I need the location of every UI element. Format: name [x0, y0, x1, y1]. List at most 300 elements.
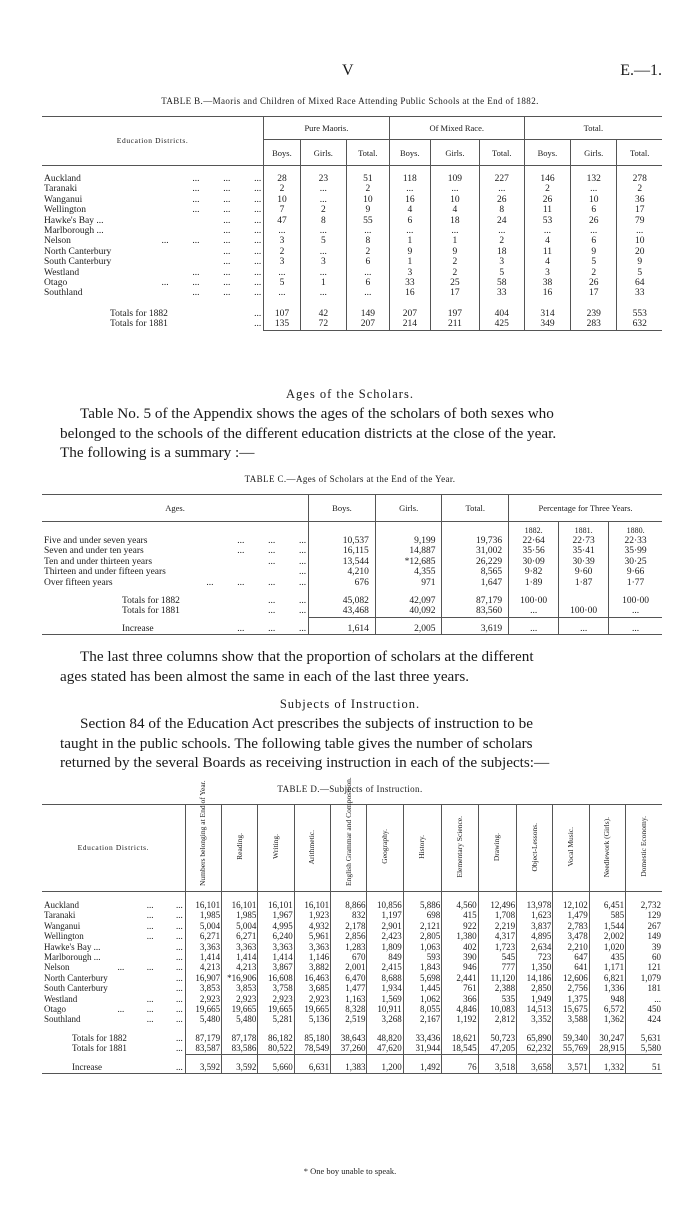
table-cell: 267 [626, 921, 662, 931]
table-cell: 3,592 [185, 1062, 221, 1073]
table-cell: ... [509, 624, 559, 635]
table-cell: ... [571, 184, 617, 194]
totals-label-text: Totals for 1881 [72, 1043, 127, 1054]
leader-dots: ... ... [268, 596, 307, 607]
table-cell: 42,097 [375, 596, 442, 606]
district-label: Auckland [44, 174, 81, 184]
table-cell: 47,205 [478, 1043, 516, 1054]
table-cell: 9·82 [509, 567, 559, 577]
increase-row [42, 1062, 662, 1073]
table-cell: 64 [617, 278, 662, 288]
table-cell: 8 [479, 205, 524, 215]
table-cell: ... [264, 288, 301, 298]
district-label: Southland [44, 288, 83, 299]
table-cell: 2,210 [553, 942, 589, 952]
table-cell: 58 [479, 278, 524, 288]
district-name [42, 205, 264, 215]
leader-dots: ... ... [146, 900, 183, 910]
district-label: Auckland [44, 900, 79, 910]
table-cell: 181 [626, 983, 662, 993]
table-cell: 3,837 [517, 921, 553, 931]
table-cell: ... [300, 184, 346, 194]
table-cell: 1,647 [442, 578, 509, 588]
table-cell: 207 [389, 309, 430, 319]
column-header-districts: Education Districts. [42, 117, 264, 166]
table-cell: 3 [300, 257, 346, 267]
table-cell: 2,441 [442, 973, 478, 983]
table-cell: 4 [389, 205, 430, 215]
table-cell: 23 [300, 174, 346, 184]
table-cell: 51 [347, 174, 390, 184]
table-cell: 3,363 [222, 942, 258, 952]
table-cell: ... [431, 226, 480, 236]
column-header-districts: Education Districts. [42, 805, 185, 892]
table-cell: 16,907 [185, 973, 221, 983]
subheader-total: Total. [347, 140, 390, 166]
table-cell: 8,328 [331, 1004, 367, 1014]
table-cell: 2,923 [185, 994, 221, 1004]
table-cell: 1·87 [559, 578, 609, 588]
leader-dots: ... [175, 941, 183, 952]
subject-column-header [517, 805, 553, 892]
district-name [42, 973, 185, 983]
table-cell: 1·77 [609, 578, 662, 588]
table-cell: ... [609, 606, 662, 617]
table-cell: 5,580 [626, 1043, 662, 1054]
table-cell: 80,522 [258, 1043, 294, 1054]
table-cell: 18,621 [442, 1033, 478, 1043]
table-cell: 22·73 [559, 536, 609, 546]
table-cell: 4 [524, 257, 570, 267]
table-cell: 2,783 [553, 921, 589, 931]
table-cell: 5,961 [294, 931, 330, 941]
table-cell: 10,856 [367, 900, 403, 910]
subjects-heading: Subjects of Instruction. [279, 697, 421, 711]
district-label: Marlborough ... [44, 952, 101, 963]
table-cell: 1,544 [589, 921, 625, 931]
table-cell: 26 [571, 278, 617, 288]
table-cell: 9·60 [559, 567, 609, 577]
table-cell: 8,565 [442, 567, 509, 577]
subject-column-header [442, 805, 478, 892]
table-cell: 33 [617, 288, 662, 298]
totals-label-text: Totals for 1881 [122, 606, 180, 617]
table-cell: 2 [347, 247, 390, 257]
table-cell: 5 [264, 278, 301, 288]
leader-dots: ... [175, 1043, 183, 1054]
table-cell: 83,586 [222, 1043, 258, 1054]
table-row [42, 195, 662, 205]
table-cell: 3,363 [294, 942, 330, 952]
table-cell: 83,587 [185, 1043, 221, 1054]
table-cell: 948 [589, 994, 625, 1004]
table-cell: 450 [626, 1004, 662, 1014]
table-cell [559, 596, 609, 606]
table-cell: 1,383 [331, 1062, 367, 1073]
table-row [42, 278, 662, 288]
table-cell: 1,062 [403, 994, 441, 1004]
totals-label-text: Totals for 1882 [122, 596, 180, 607]
table-cell: 33 [389, 278, 430, 288]
paragraph-line: The following is a summary :— [60, 444, 255, 461]
table-cell: 9·66 [609, 567, 662, 577]
table-cell: ... [509, 606, 559, 617]
table-cell: 8,688 [367, 973, 403, 983]
table-cell: ... [524, 226, 570, 236]
table-cell: 1,336 [589, 983, 625, 993]
leader-dots: ... ... [146, 993, 183, 1004]
table-cell: 5 [617, 268, 662, 278]
table-cell: 22·33 [609, 536, 662, 546]
table-cell: 2,415 [367, 962, 403, 972]
table-cell: 5,281 [258, 1014, 294, 1024]
table-cell: 11 [524, 247, 570, 257]
table-cell: 4,213 [222, 962, 258, 972]
totals-label-text: Totals for 1882 [72, 1032, 127, 1043]
table-cell: 1 [389, 236, 430, 246]
table-cell: 30·39 [559, 557, 609, 567]
leader-dots: ... ... [268, 606, 307, 617]
table-cell: 390 [442, 952, 478, 962]
table-cell: 5,480 [222, 1014, 258, 1024]
group-header-total: Total. [524, 117, 662, 140]
table-cell: 146 [524, 174, 570, 184]
subject-column-header [294, 805, 330, 892]
table-cell: 3,268 [367, 1014, 403, 1024]
increase-row [42, 624, 662, 635]
table-cell: 149 [347, 309, 390, 319]
table-cell: 83,560 [442, 606, 509, 617]
subject-column-header [553, 805, 589, 892]
table-cell: 5,886 [403, 900, 441, 910]
table-cell: 9,199 [375, 536, 442, 546]
table-cell: 3,592 [222, 1062, 258, 1073]
table-cell: 1,200 [367, 1062, 403, 1073]
table-cell: 24 [479, 216, 524, 226]
subject-header-text: History. [417, 834, 427, 859]
age-label: Ten and under thirteen years [44, 556, 153, 567]
table-cell: 4,932 [294, 921, 330, 931]
leader-dots: ... ... [146, 920, 183, 931]
table-cell: 16 [389, 288, 430, 298]
year-header: 1881. [559, 522, 609, 537]
table-cell: 35·56 [509, 546, 559, 556]
table-cell: 366 [442, 994, 478, 1004]
table-cell: 553 [617, 309, 662, 319]
table-cell: 4,210 [309, 567, 376, 577]
table-cell: 38,643 [331, 1033, 367, 1043]
table-cell: 2,850 [517, 983, 553, 993]
table-b-caption: TABLE B.—Maoris and Children of Mixed Race Attending Public Schools at the End of 1882. [161, 96, 539, 106]
table-cell: 1,949 [517, 994, 553, 1004]
table-cell: 16,608 [258, 973, 294, 983]
table-cell: ... [389, 184, 430, 194]
table-cell: 435 [589, 952, 625, 962]
table-cell: 3,588 [553, 1014, 589, 1024]
table-cell: ... [300, 195, 346, 205]
column-header-percentage: Percentage for Three Years. [509, 495, 662, 522]
table-cell: 1,375 [553, 994, 589, 1004]
table-cell: 37,260 [331, 1043, 367, 1054]
group-header-pure: Pure Maoris. [264, 117, 389, 140]
district-name [42, 268, 264, 278]
table-cell: 17 [617, 205, 662, 215]
subjects-paragraph [60, 714, 658, 773]
table-cell: 16,115 [309, 546, 376, 556]
column-header-ages: Ages. [42, 495, 309, 522]
table-cell: 6,821 [589, 973, 625, 983]
table-cell: 1 [389, 257, 430, 267]
district-name [42, 1014, 185, 1024]
table-cell: 971 [375, 578, 442, 588]
district-name [42, 184, 264, 194]
ages-heading: Ages of the Scholars. [286, 387, 414, 401]
table-cell: 85,180 [294, 1033, 330, 1043]
increase-label [42, 1062, 185, 1073]
table-row [42, 236, 662, 246]
table-cell: 2,923 [294, 994, 330, 1004]
table-cell: 585 [589, 910, 625, 920]
district-label: Otago [44, 278, 68, 289]
table-cell: 19,665 [222, 1004, 258, 1014]
leader-dots: ... ... [223, 257, 262, 268]
ages-paragraph-2 [60, 647, 658, 686]
table-cell: 5,004 [185, 921, 221, 931]
leader-dots: ... ... ... [237, 546, 307, 557]
table-cell: 239 [571, 309, 617, 319]
totals-label [42, 309, 264, 319]
subject-header-text: English Grammar and Composition. [343, 777, 353, 886]
table-row [42, 567, 662, 577]
table-cell: *12,685 [375, 557, 442, 567]
table-cell: 87,179 [442, 596, 509, 606]
table-cell: 15,675 [553, 1004, 589, 1014]
leader-dots: ... [175, 952, 183, 963]
table-cell: 16 [524, 288, 570, 298]
table-cell: 1 [431, 236, 480, 246]
table-cell: 1,063 [403, 942, 441, 952]
table-cell: 946 [442, 962, 478, 972]
table-cell: 6 [347, 257, 390, 267]
table-cell: 1,380 [442, 931, 478, 941]
subject-header-text: Writing. [270, 834, 280, 860]
table-cell: 1,020 [589, 942, 625, 952]
table-row [42, 247, 662, 257]
district-label: Taranaki [44, 184, 78, 195]
column-header-boys: Boys. [309, 495, 376, 522]
subject-header-text: Reading. [234, 833, 244, 861]
table-cell: 1,985 [185, 910, 221, 920]
table-cell: 16,101 [294, 900, 330, 910]
table-cell: 3,478 [553, 931, 589, 941]
table-cell: 19,665 [258, 1004, 294, 1014]
table-cell: 3,758 [258, 983, 294, 993]
table-cell: 6 [571, 205, 617, 215]
district-name [42, 1004, 185, 1014]
table-cell: 2,388 [478, 983, 516, 993]
age-range [42, 557, 309, 567]
subject-column-header [478, 805, 516, 892]
leader-dots: ... ... [146, 910, 183, 921]
table-cell: 314 [524, 309, 570, 319]
table-row [42, 900, 662, 910]
table-cell: 45,082 [309, 596, 376, 606]
leader-dots: ... ... [146, 1014, 183, 1025]
table-cell: 2,901 [367, 921, 403, 931]
table-row [42, 942, 662, 952]
table-cell: 2,167 [403, 1014, 441, 1024]
table-cell: 647 [553, 952, 589, 962]
table-cell: 107 [264, 309, 301, 319]
table-cell: 197 [431, 309, 480, 319]
leader-dots: ... ... [223, 226, 262, 237]
age-label: Five and under seven years [44, 536, 148, 546]
district-name [42, 216, 264, 226]
table-cell: 1,146 [294, 952, 330, 962]
table-cell: 48,820 [367, 1033, 403, 1043]
district-label: Hawke's Bay ... [44, 941, 101, 952]
table-cell: 10 [347, 195, 390, 205]
table-cell: 402 [442, 942, 478, 952]
table-cell: 1,985 [222, 910, 258, 920]
table-cell: 42 [300, 309, 346, 319]
age-label: Thirteen and under fifteen years [44, 567, 166, 578]
table-cell: 1,163 [331, 994, 367, 1004]
table-cell: 3,882 [294, 962, 330, 972]
table-cell: 10,911 [367, 1004, 403, 1014]
paragraph-line: ages stated has been almost the same in each of the last three years. [60, 667, 470, 685]
district-name [42, 174, 264, 184]
table-cell: 2 [431, 268, 480, 278]
table-cell: 26 [524, 195, 570, 205]
table-cell: 8,866 [331, 900, 367, 910]
table-cell: 30·09 [509, 557, 559, 567]
district-name [42, 952, 185, 962]
table-cell: 76 [442, 1062, 478, 1073]
increase-label-text: Increase [72, 1062, 102, 1073]
table-cell: 16,101 [258, 900, 294, 910]
table-cell: 100·00 [559, 606, 609, 617]
table-cell: 283 [571, 319, 617, 330]
table-cell: 5,480 [185, 1014, 221, 1024]
age-label: Seven and under ten years [44, 546, 144, 557]
table-cell: ... [389, 226, 430, 236]
table-cell: 40,092 [375, 606, 442, 617]
totals-label [42, 319, 264, 330]
table-cell: 26 [479, 195, 524, 205]
table-cell: 3,853 [222, 983, 258, 993]
subheader-girls: Girls. [300, 140, 346, 166]
table-cell: 25 [431, 278, 480, 288]
table-cell: 1,197 [367, 910, 403, 920]
table-cell: 5,004 [222, 921, 258, 931]
subheader-boys: Boys. [264, 140, 301, 166]
subject-column-header [331, 777, 367, 892]
table-cell: 47,620 [367, 1043, 403, 1054]
leader-dots: ... [175, 972, 183, 983]
paragraph-line: Table No. 5 of the Appendix shows the ages of the scholars of both sexes who [80, 405, 554, 422]
table-cell: ... [617, 226, 662, 236]
table-cell: 30·25 [609, 557, 662, 567]
table-row [42, 288, 662, 298]
table-cell: 16,101 [185, 900, 221, 910]
table-row [42, 546, 662, 556]
table-cell: 10,083 [478, 1004, 516, 1014]
district-name [42, 942, 185, 952]
subject-column-header [185, 780, 221, 892]
district-label: Nelson [44, 962, 70, 973]
table-cell: 545 [478, 952, 516, 962]
table-cell: 3 [264, 257, 301, 267]
district-label: Nelson [44, 236, 71, 247]
district-label: South Canterbury [44, 983, 108, 994]
table-cell: 4,995 [258, 921, 294, 931]
table-cell: 5,631 [626, 1033, 662, 1043]
table-cell: 11,120 [478, 973, 516, 983]
table-cell: 50,723 [478, 1033, 516, 1043]
table-cell: 2,005 [375, 624, 442, 635]
district-label: Marlborough ... [44, 226, 104, 237]
subject-column-header [403, 805, 441, 892]
table-cell: 43,468 [309, 606, 376, 617]
table-cell: 1,192 [442, 1014, 478, 1024]
table-cell: 214 [389, 319, 430, 330]
table-cell: 12,102 [553, 900, 589, 910]
table-cell: 641 [553, 962, 589, 972]
table-cell: 60 [626, 952, 662, 962]
table-cell: ... [479, 226, 524, 236]
table-cell: 3 [389, 268, 430, 278]
table-cell: 2,756 [553, 983, 589, 993]
table-cell: 53 [524, 216, 570, 226]
table-cell: 36 [617, 195, 662, 205]
table-cell: 8 [300, 216, 346, 226]
table-cell: 2 [300, 205, 346, 215]
table-cell: ... [300, 288, 346, 298]
table-cell: 6,631 [294, 1062, 330, 1073]
district-name [42, 994, 185, 1004]
table-cell: 1,414 [258, 952, 294, 962]
table-cell: 14,186 [517, 973, 553, 983]
table-row [42, 184, 662, 194]
table-cell: 2,634 [517, 942, 553, 952]
table-cell: 11 [524, 205, 570, 215]
subject-header-text: Needlework (Girls). [602, 816, 612, 877]
table-cell: 31,944 [403, 1043, 441, 1054]
table-cell: 849 [367, 952, 403, 962]
table-cell: 26 [571, 216, 617, 226]
table-cell: 6,470 [331, 973, 367, 983]
subject-header-text: Object-Lessons. [529, 822, 539, 872]
table-cell: 6,451 [589, 900, 625, 910]
table-cell: 424 [626, 1014, 662, 1024]
table-cell: 35·41 [559, 546, 609, 556]
table-cell: 593 [403, 952, 441, 962]
table-cell: 9 [431, 247, 480, 257]
subject-column-header [626, 805, 662, 892]
totals-label [42, 1033, 185, 1043]
totals-row [42, 1043, 662, 1054]
table-cell: 1,332 [589, 1062, 625, 1073]
age-range [42, 567, 309, 577]
table-cell: 676 [309, 578, 376, 588]
subject-header-text: Numbers belonging at End of Year. [198, 780, 208, 886]
table-cell: ... [300, 247, 346, 257]
table-cell: 2,001 [331, 962, 367, 972]
district-label: Wanganui [44, 194, 83, 205]
table-cell: 8 [347, 236, 390, 246]
table-cell: 5 [571, 257, 617, 267]
